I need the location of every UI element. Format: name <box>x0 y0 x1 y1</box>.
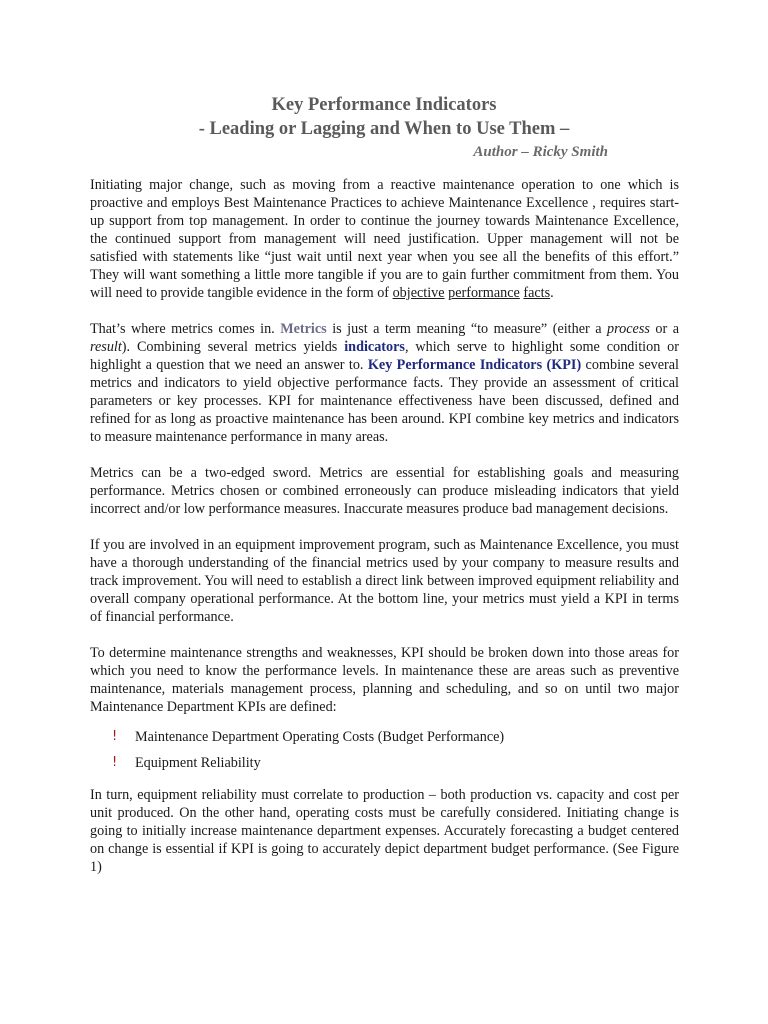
document-subtitle: - Leading or Lagging and When to Use Them – <box>198 119 570 139</box>
bullet-marker-icon: ! <box>112 755 118 770</box>
p2-a: That’s where metrics comes in. <box>90 321 281 337</box>
paragraph-intro-end: . <box>550 285 554 301</box>
link-performance[interactable]: performance <box>448 285 520 301</box>
list-item-text: Maintenance Department Operating Costs (Budget Performance) <box>135 729 505 745</box>
document-author: Author – Ricky Smith <box>473 144 608 160</box>
bullet-marker-icon: ! <box>112 729 118 744</box>
list-item <box>90 728 679 746</box>
document-title: Key Performance Indicators <box>271 95 497 115</box>
document-body <box>90 176 679 894</box>
term-indicators: indicators <box>344 339 405 355</box>
paragraph-metrics <box>90 320 679 446</box>
term-process: process <box>607 321 650 337</box>
paragraph-two-edged-sword: Metrics can be a two-edged sword. Metrics are essential for establishing goals and measuring performance. Metrics chosen or combined erroneously can produce misleading indicators that yield incorrect and/or low performance measures. Inaccurate measures produce bad management decisions. <box>90 465 679 517</box>
list-item <box>90 754 679 772</box>
p2-d: ). Combining several metrics yields <box>121 339 345 355</box>
p2-b: is just a term meaning “to measure” (either a <box>326 321 608 337</box>
paragraph-strengths-weaknesses: To determine maintenance strengths and weaknesses, KPI should be broken down into those areas for which you need to know the performance levels. In maintenance these are areas such as preventive maintenance, materials management process, planning and scheduling, and so on until two major Maintenance Department KPIs are defined: <box>90 645 679 715</box>
paragraph-equipment-improvement: If you are involved in an equipment improvement program, such as Maintenance Excellence, you must have a thorough understanding of the financial metrics used by your company to measure results and track improvement. You will need to establish a direct link between improved equipment reliability and overall company operational performance. At the bottom line, your metrics must yield a KPI in terms of financial performance. <box>90 537 679 625</box>
p2-c: or a <box>649 321 679 337</box>
link-objective[interactable]: objective <box>392 285 445 301</box>
term-metrics: Metrics <box>280 321 327 337</box>
list-item-text: Equipment Reliability <box>135 755 261 771</box>
paragraph-intro-text: Initiating major change, such as moving from a reactive maintenance operation to one which is proactive and employs Best Maintenance Practices to achieve Maintenance Excellence , requires start-up support from top management. In order to continue the journey towards Maintenance Excellence, the continued support from management will need justification. Upper management will not be satisfied with statements like “just wait until next year when you see all the benefits of this effort.” They will want something a little more tangible if you are to gain further commitment from them. You will need to provide tangible evidence in the form of <box>90 177 679 301</box>
term-kpi: Key Performance Indicators (KPI) <box>367 357 582 373</box>
p2-e: , which serve to highlight some condition or highlight a question that we need an answer to. <box>90 339 679 373</box>
term-result: result <box>90 339 122 355</box>
kpi-bullet-list <box>90 728 679 772</box>
paragraph-reliability: In turn, equipment reliability must correlate to production – both production vs. capacity and cost per unit produced. On the other hand, operating costs must be carefully considered. Initiating change is going to initially increase maintenance department expenses. Accurately forecasting a budget centered on change is essential if KPI is going to accurately depict department budget performance. (See Figure 1) <box>90 787 679 875</box>
p2-f: combine several metrics and indicators to yield objective performance facts. They provide an assessment of critical parameters or key processes. KPI for maintenance effectiveness have been discussed, defined and refined for as long as proactive maintenance has been around. KPI combine key metrics and indicators to measure maintenance performance in many areas. <box>90 357 679 445</box>
link-facts[interactable]: facts <box>523 285 551 301</box>
paragraph-intro <box>90 176 679 302</box>
